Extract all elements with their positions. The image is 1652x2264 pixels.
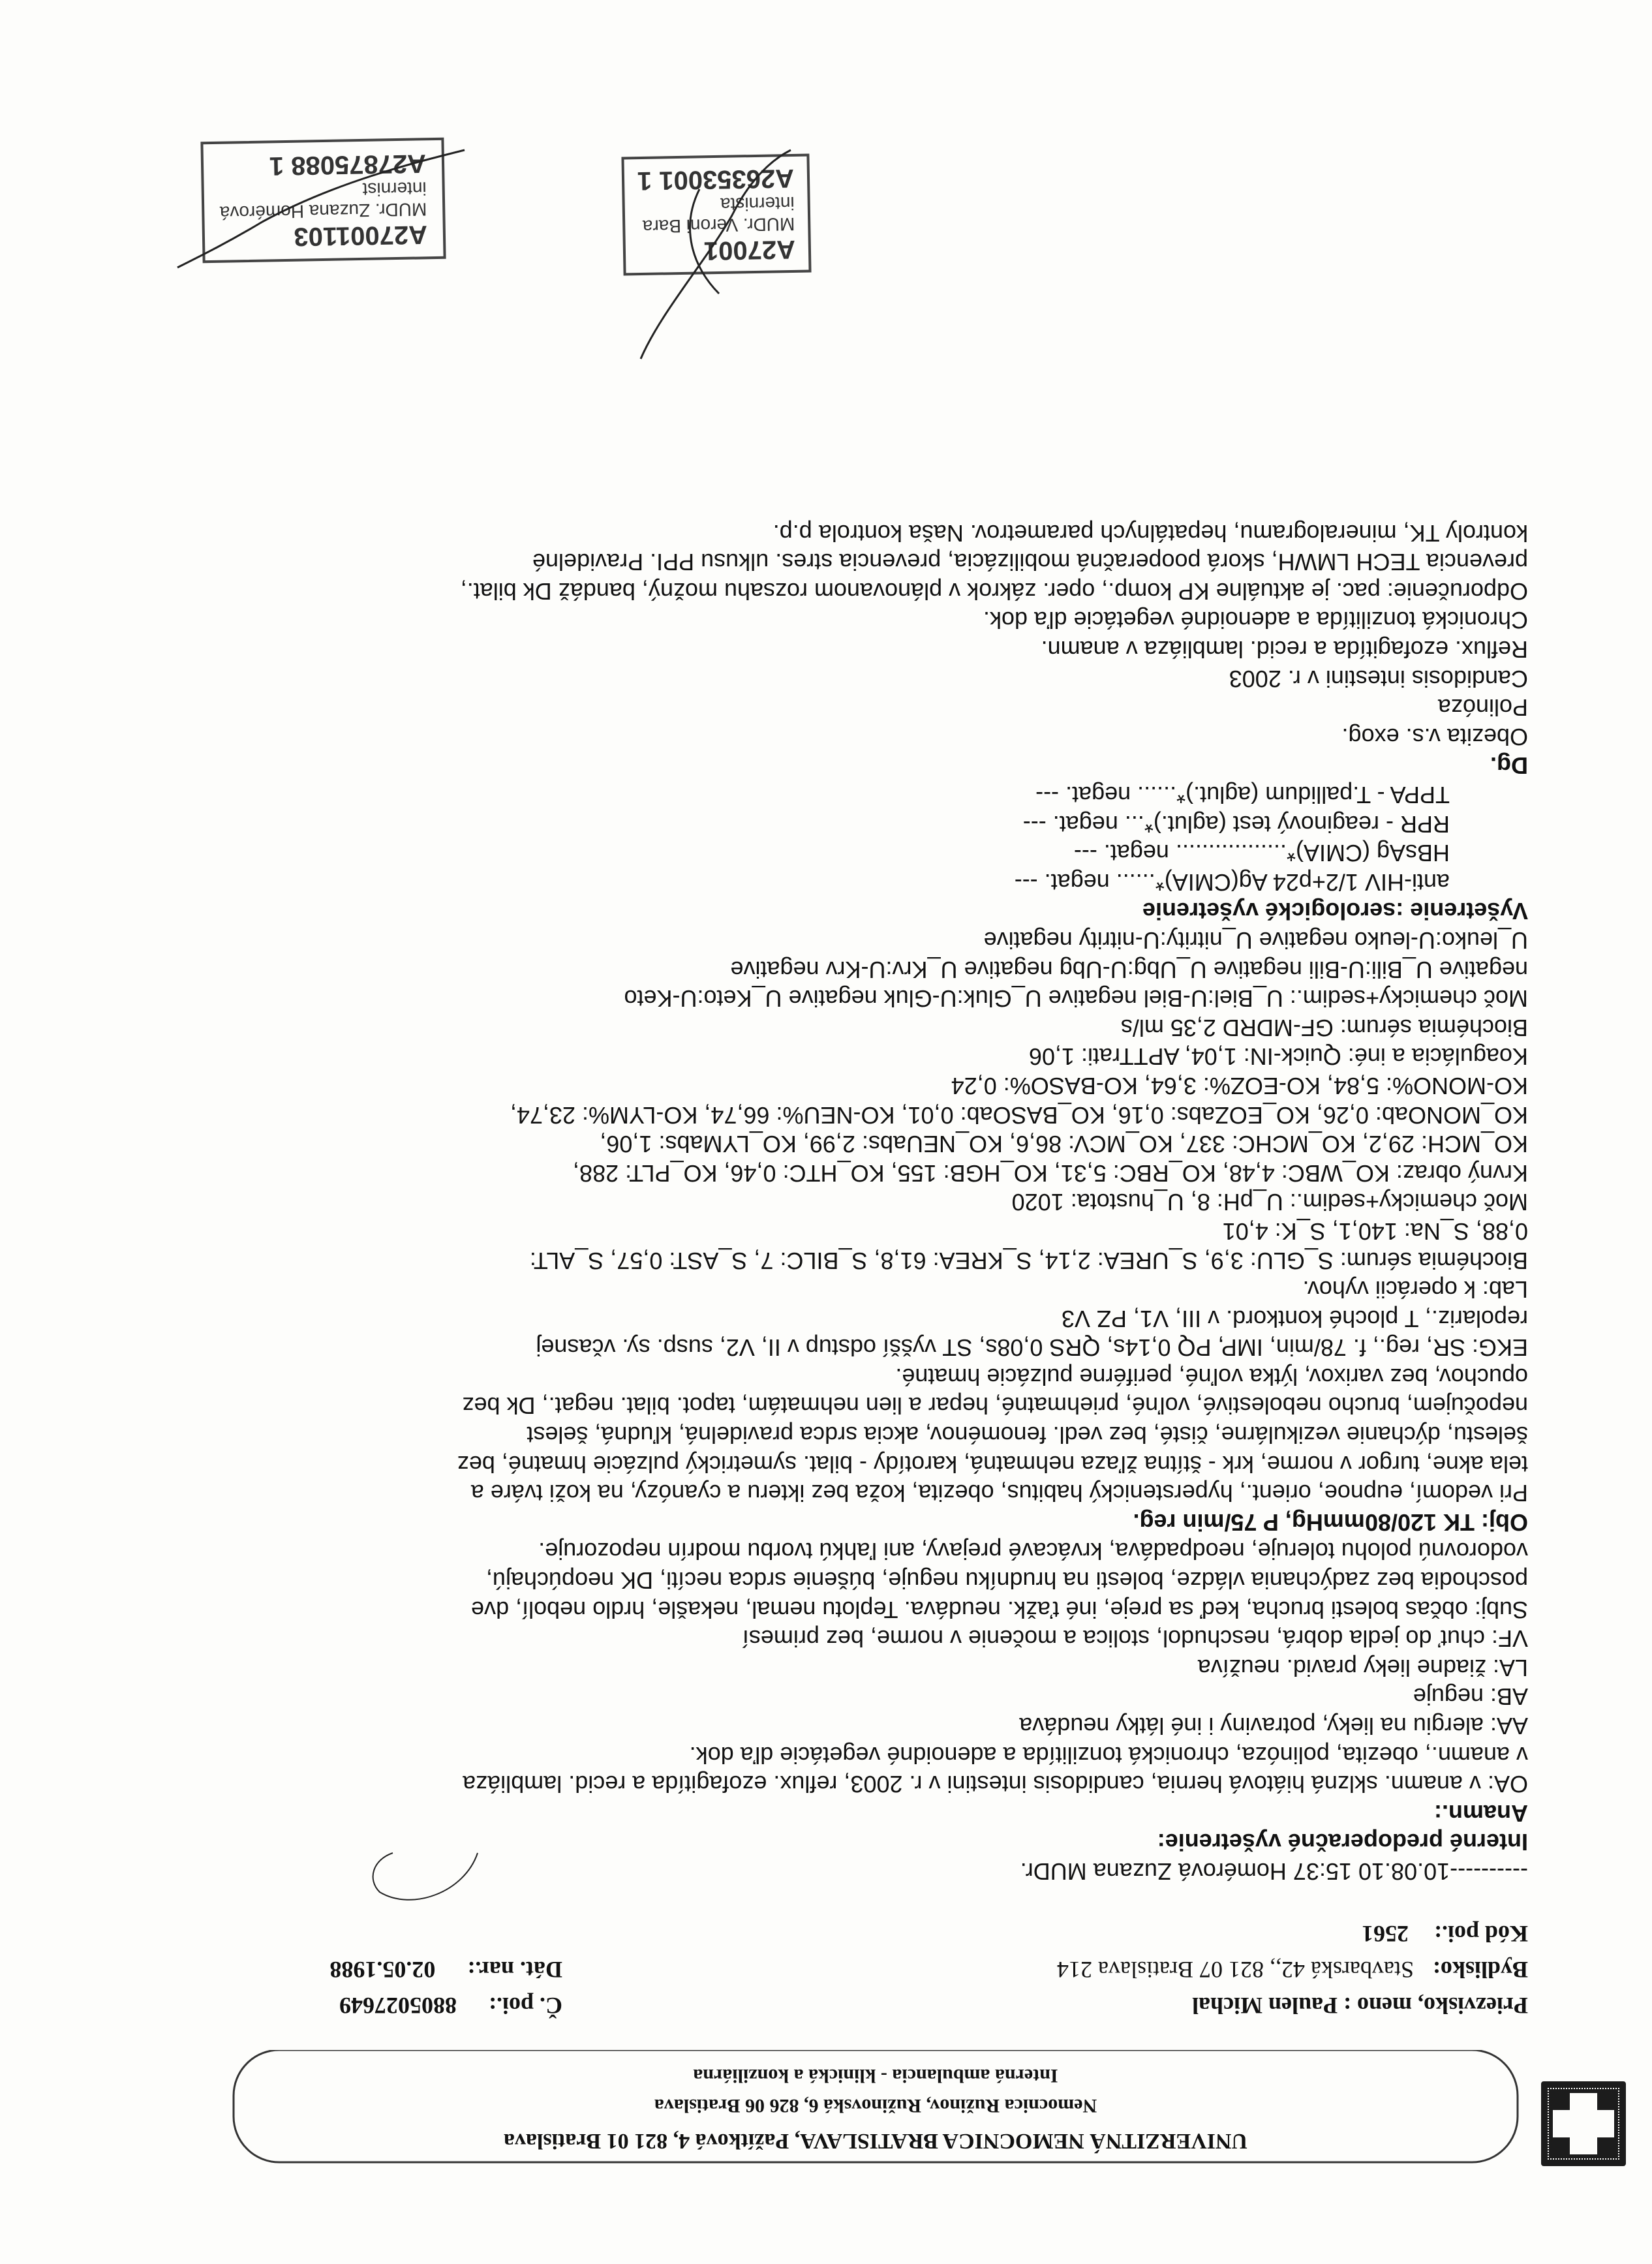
- report-line: tela akne, turgor v norme, krk - štítna žľaza nehmatná, karotídy - bilat. symetrický pulzácie hmatné, bez: [457, 1450, 1528, 1478]
- code-row: [1362, 1920, 1528, 1948]
- report-line: nepočujem, brucho nebolestivé, voľné, priehmatné, hepar a lien nehmatám, tapot. bilat. negat., Dk bez: [462, 1392, 1528, 1420]
- doctor-stamp-right: A27001 MUDr. Veroni Bara internista A26353001 1: [621, 153, 811, 275]
- report-line: VF: chuť do jedla dobrá, neschudol, stolica a močenie v norme, bez primesí: [742, 1625, 1528, 1653]
- patient-name-row: [1192, 1992, 1528, 2019]
- report-line: v anamn., obezita, polinóza, chronická tonzilitída a adenoidné vegetácie dľa dok.: [689, 1741, 1528, 1769]
- code-label: Kód poi.:: [1433, 1921, 1528, 1947]
- address-row: [1057, 1956, 1528, 1983]
- doctor-signature: [595, 137, 856, 372]
- recommendation-line: prevencia TECH LMWH, skorá pooperačná mobilizácia, prevencia stres. ulkusu PPI. Pravidelné: [532, 549, 1528, 576]
- recommendation-line: Odporučenie: pac. je aktuálne KP komp., oper. zákrok v plánovanom rozsahu možný, bandáž Dk bilat.,: [460, 577, 1528, 605]
- report-line: Moč chemicky+sedim.: U_Biel:U-Biel negative U_Gluk:U-Gluk negative U_Keto:U-Keto: [624, 985, 1528, 1013]
- pen-mark: [360, 1840, 491, 1918]
- report-line: šelestu, dýchanie vezikulárne, čisté, bez vedl. fenoménov, akcia srdca pravidelná, kľudná, šelest: [527, 1422, 1528, 1449]
- report-line: Moč chemicky+sedim.: U_pH: 8, U_hustota: 1020: [1011, 1189, 1528, 1216]
- report-line: Lab: k operácii vyhov.: [1302, 1276, 1528, 1304]
- diagnosis-item: Candidosis intestini v r. 2003: [1229, 665, 1528, 692]
- dob-label: Dát. nar.:: [467, 1957, 562, 1983]
- report-line: Koagulácia a iné: Quick-IN: 1,04, APTTrati: 1,06: [1028, 1043, 1528, 1071]
- report-line: AA: alergiu na lieky, potraviny i iné látky neudáva: [1019, 1713, 1528, 1740]
- insurance-label: Č. poi.:: [488, 1993, 562, 2019]
- report-line: KO-MONO%: 5,84, KO-EOZ%: 3,64, KO-BASO%: 0,24: [951, 1072, 1528, 1099]
- report-line: poschodia bez zadýchania vládze, bolesti na hrudníku neguje, búšenie srdca necíti, DK neopúchajú,: [485, 1567, 1528, 1595]
- hospital-name: UNIVERZITNÁ NEMOCNICA BRATISLAVA, Pažítková 4, 821 01 Bratislava: [503, 2129, 1248, 2153]
- name-value: Paulen Michal: [1192, 1993, 1338, 2019]
- report-line: Pri vedomí, eupnoe, orient., hyperstenický habitus, obezita, koža bez ikteru a cyanózy, na koži tváre a: [470, 1480, 1528, 1507]
- serology-line: TPPA - T.pallidum (aglut.)*...... negat. ---: [1035, 782, 1450, 809]
- dob-row: [329, 1956, 562, 1983]
- report-line: repolariz., T ploché kontkord. v III, V1, PZ V3: [1061, 1305, 1528, 1332]
- report-line: negative U_Bili:U-Bili negative U_Ubg:U-Ubg negative U_Krv:U-Krv negative: [730, 956, 1528, 983]
- diagnosis-item: Chronická tonzilitída a adenoidné vegetácie dľa dok.: [983, 607, 1528, 634]
- examination-report: [138, 518, 1528, 1886]
- report-line: U_leuko:U-leuko negative U_nitrity:U-nitrity negative: [983, 927, 1528, 954]
- insurance-value: 8805027649: [339, 1993, 457, 2019]
- report-line: Krvný obraz: KO_WBC: 4,48, KO_RBC: 5,31, KO_HGB: 155, KO_HTC: 0,46, KO_PLT: 288,: [573, 1159, 1528, 1187]
- recommendation-line: kontroly TK, mineralogramu, hepatálnych parametrov. Naša kontrola p.p.: [772, 519, 1528, 547]
- insurance-row: [339, 1992, 562, 2019]
- report-line: opuchov, bez varixov, lýtka voľné, periférne pulzácie hmatné.: [895, 1363, 1528, 1390]
- address-value: Stavbarská 42,, 821 07 Bratislava 214: [1057, 1957, 1414, 1983]
- report-line: Obj: TK 120/80mmHg, P 75/min reg.: [1133, 1508, 1528, 1536]
- report-heading: Anamn.:: [1434, 1799, 1528, 1827]
- serology-line: anti-HIV 1/2+p24 Ag(CMIA)*...... negat. ---: [1014, 868, 1450, 896]
- report-line: KO_MCH: 29,2, KO_MCHC: 337, KO_MCV: 86,6, KO_NEUabs: 2,99, KO_LYMabs: 1,06,: [600, 1131, 1528, 1158]
- report-heading: Vyšetrenie :serologické vyšetrenie: [1142, 898, 1528, 925]
- report-line: EKG: SR, reg., f. 78/min, IMP, PQ 0,14s, QRS 0,08s, ST vyšší odstup v II, V2, susp. sy. včasnej: [536, 1334, 1528, 1362]
- report-line: 0,88, S_Na: 140,1, S_K: 4,01: [1222, 1217, 1528, 1245]
- diagnosis-item: Obezita v.s. exog.: [1341, 723, 1528, 750]
- report-line: Biochémia sérum: GF-MDRD 2,35 ml/s: [1120, 1014, 1528, 1041]
- code-value: 2561: [1361, 1921, 1409, 1947]
- report-line: Biochémia sérum: S_GLU: 3,9, S_UREA: 2,14, S_KREA: 61,8, S_BILC: 7, S_AST: 0,57, S_ALT:: [529, 1247, 1528, 1274]
- diagnosis-item: Polinóza: [1437, 694, 1528, 722]
- serology-line: HBsAg (CMIA)*................. negat. ---: [1073, 840, 1450, 867]
- report-line: LA: žiadne lieky pravid. neužíva: [1197, 1654, 1528, 1681]
- report-line: KO_MONOab: 0,26, KO_EOZabs: 0,16, KO_BASOab: 0,01, KO-NEU%: 66,74, KO-LYM%: 23,74,: [510, 1101, 1528, 1129]
- serology-line: RPR - reaginový test (aglut.)*... negat. ---: [1022, 810, 1450, 838]
- diagnosis-heading: Dg.: [1490, 752, 1528, 780]
- hospital-branch: Nemocnica Ružinov, Ružinovská 6, 826 06 Bratislava: [654, 2095, 1097, 2117]
- department-name: Interná ambulancia - klinická a konziliárna: [693, 2065, 1058, 2087]
- report-line: AB: neguje: [1413, 1683, 1528, 1711]
- report-line: Subj: občas bolesti brucha, keď sa preje, iné ťažk. neudáva. Teplotu nemal, nekašle, hrdlo nebolí, dve: [471, 1596, 1528, 1623]
- hospital-logo-cross-icon: [1541, 2081, 1626, 2166]
- address-label: Bydlisko:: [1432, 1957, 1528, 1983]
- report-heading: Interné predoperačné vyšetrenie:: [1157, 1829, 1528, 1856]
- report-line: OA: v anamn. sklzná hiátová hernia, candidosis intestini v r. 2003, reflux. ezofagitída a recid. lambliáza: [463, 1771, 1528, 1798]
- doctor-stamp-left: A27001103 MUDr. Zuzana Homérová internist A27875088 1: [200, 138, 446, 263]
- hospital-header: [230, 2043, 1522, 2160]
- header-box-border: [230, 2050, 1522, 2166]
- signature-stroke: [151, 111, 478, 281]
- dob-value: 02.05.1988: [329, 1957, 436, 1983]
- name-label: Priezvisko, meno :: [1343, 1993, 1528, 2019]
- diagnosis-item: Reflux. ezofagitída a recid. lambliáza v anamn.: [1041, 636, 1528, 664]
- report-line: vodorovnú polohu toleruje, neodpadáva, krvácavé prejavy, ani ľahkú tvorbu modrín nepozoruje.: [538, 1538, 1528, 1565]
- report-line: ----------10.08.10 15:37 Homérová Zuzana MUDr.: [1020, 1858, 1528, 1885]
